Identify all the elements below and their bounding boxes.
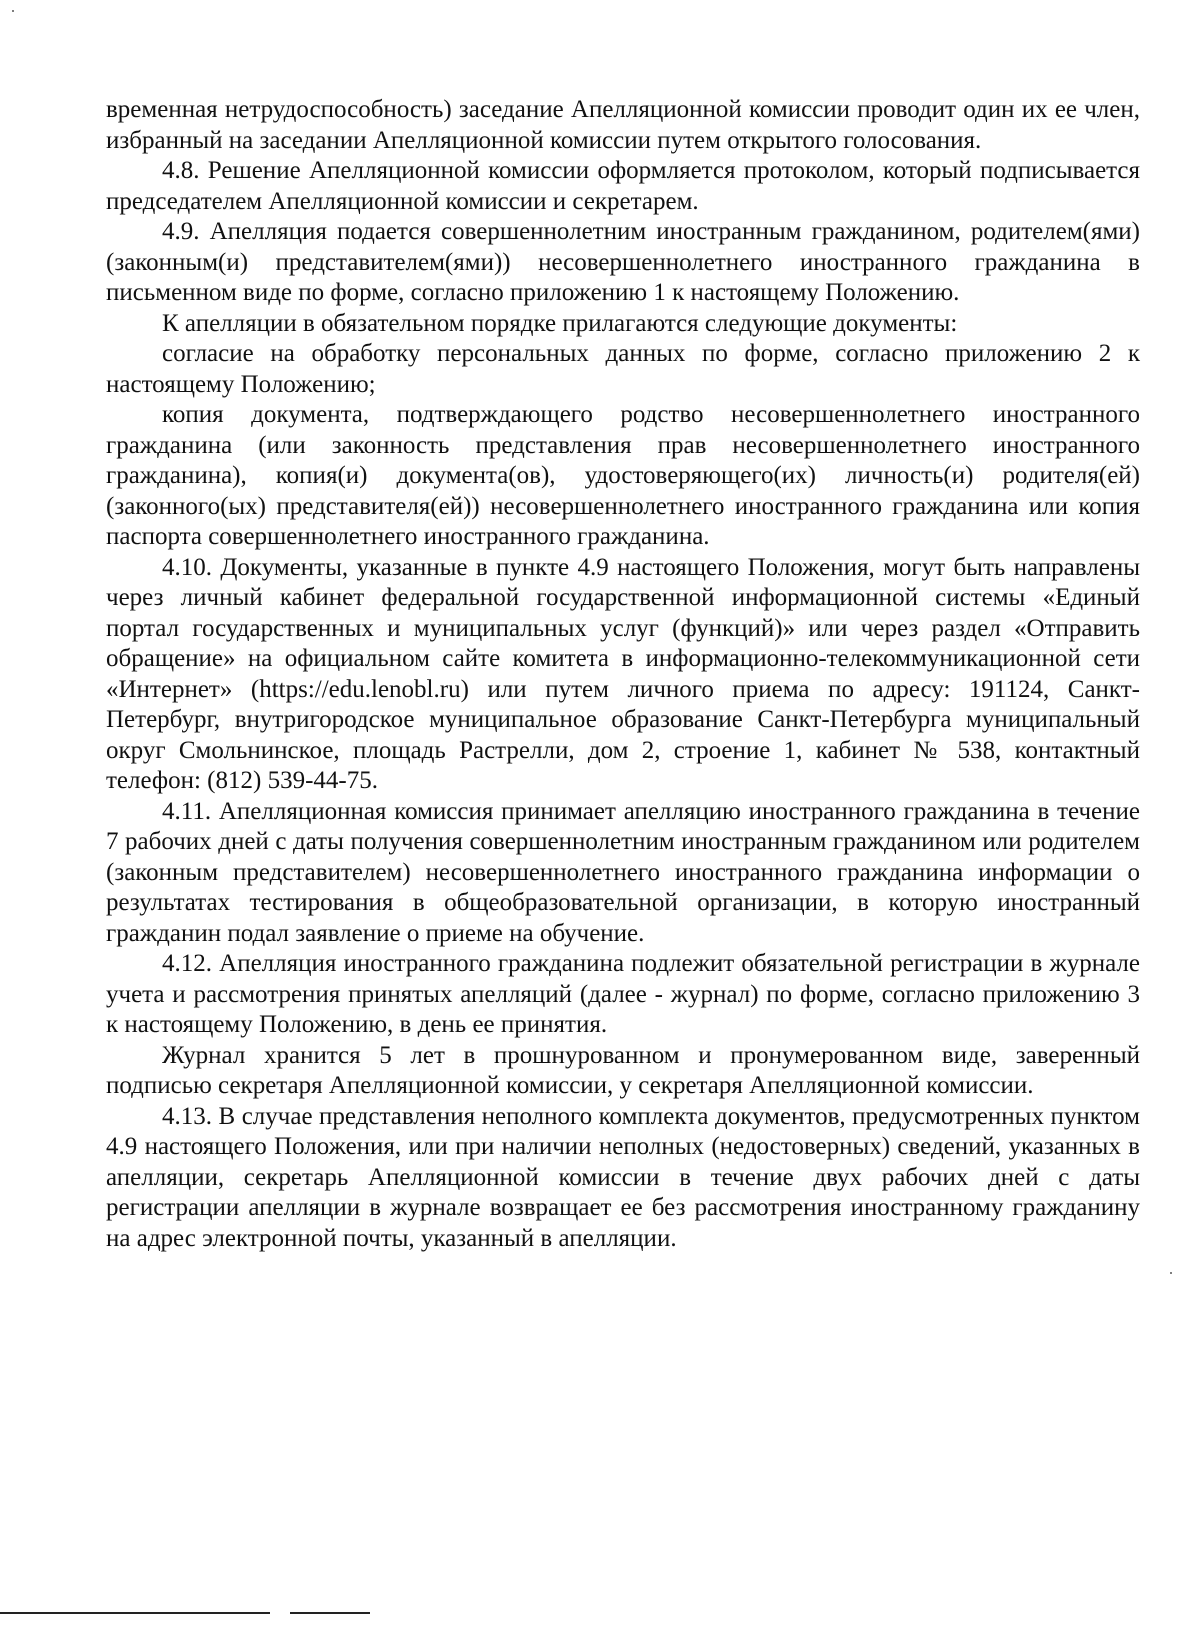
paragraph-copy-documents-item: копия документа, подтверждающего родство несовершеннолетнего иностранного гражданина (или законность представления прав несовершеннолетнего иностранного гражданина), копия(и) документа(ов), удостоверяющего(их) личность(и) родителя(ей) (законного(ых) представителя(ей)) несовершеннолетнего иностранного гражданина или копия паспорта совершеннолетнего иностранного гражданина. [106,401,1140,550]
paragraph-journal: Журнал хранится 5 лет в прошнурованном и пронумерованном виде, заверенный подписью секретаря Апелляционной комиссии, у секретаря Апелляционной комиссии. [106,1041,1140,1099]
document-body [106,95,1140,1254]
paragraph-4-13: 4.13. В случае представления неполного комплекта документов, предусмотренных пунктом 4.9 настоящего Положения, или при наличии неполных (недостоверных) сведений, указанных в апелляции, секретарь Апелляционной комиссии в течение двух рабочих дней с даты регистрации апелляции в журнале возвращает ее без рассмотрения иностранному гражданину на адрес электронной почты, указанный в апелляции. [106,1102,1140,1252]
paragraph-4-8: 4.8. Решение Апелляционной комиссии оформляется протоколом, который подписывается председателем Апелляционной комиссии и секретарем. [106,157,1140,215]
paragraph-attachments-intro: К апелляции в обязательном порядке прилагаются следующие документы: [162,309,958,337]
paragraph-consent-item: согласие на обработку персональных данных по форме, согласно приложению 2 к настоящему Положению; [106,340,1140,398]
scan-speck [1170,1272,1172,1274]
paragraph-continuation: временная нетрудоспособность) заседание Апелляционной комиссии проводит один их ее член, избранный на заседании Апелляционной комиссии путем открытого голосования. [106,96,1140,154]
paragraph-4-10: 4.10. Документы, указанные в пункте 4.9 настоящего Положения, могут быть направлены через личный кабинет федеральной государственной информационной системы «Единый портал государственных и муниципальных услуг (функций)» или через раздел «Отправить обращение» на официальном сайте комитета в информационно-телекоммуникационной сети «Интернет» (https://edu.lenobl.ru) или путем личного приема по адресу: 191124, Санкт-Петербург, внутригородское муниципальное образование Санкт-Петербурга муниципальный округ Смольнинское, площадь Растрелли, дом 2, строение 1, кабинет № 538, контактный телефон: (812) 539-44-75. [106,553,1140,794]
footer-rule-right [290,1612,370,1614]
footer-rule-left [0,1612,270,1614]
paragraph-4-12: 4.12. Апелляция иностранного гражданина подлежит обязательной регистрации в журнале учета и рассмотрения принятых апелляций (далее - журнал) по форме, согласно приложению 3 к настоящему Положению, в день ее принятия. [106,950,1140,1038]
scan-speck [12,10,14,12]
paragraph-4-9: 4.9. Апелляция подается совершеннолетним иностранным гражданином, родителем(ями) (законным(и) представителем(ями)) несовершеннолетнего иностранного гражданина в письменном виде по форме, согласно приложению 1 к настоящему Положению. [106,218,1140,306]
paragraph-4-11: 4.11. Апелляционная комиссия принимает апелляцию иностранного гражданина в течение 7 рабочих дней с даты получения совершеннолетним иностранным гражданином или родителем (законным представителем) несовершеннолетнего иностранного гражданина информации о результатах тестирования в общеобразовательной организации, в которую иностранный гражданин подал заявление о приеме на обучение. [106,797,1140,947]
